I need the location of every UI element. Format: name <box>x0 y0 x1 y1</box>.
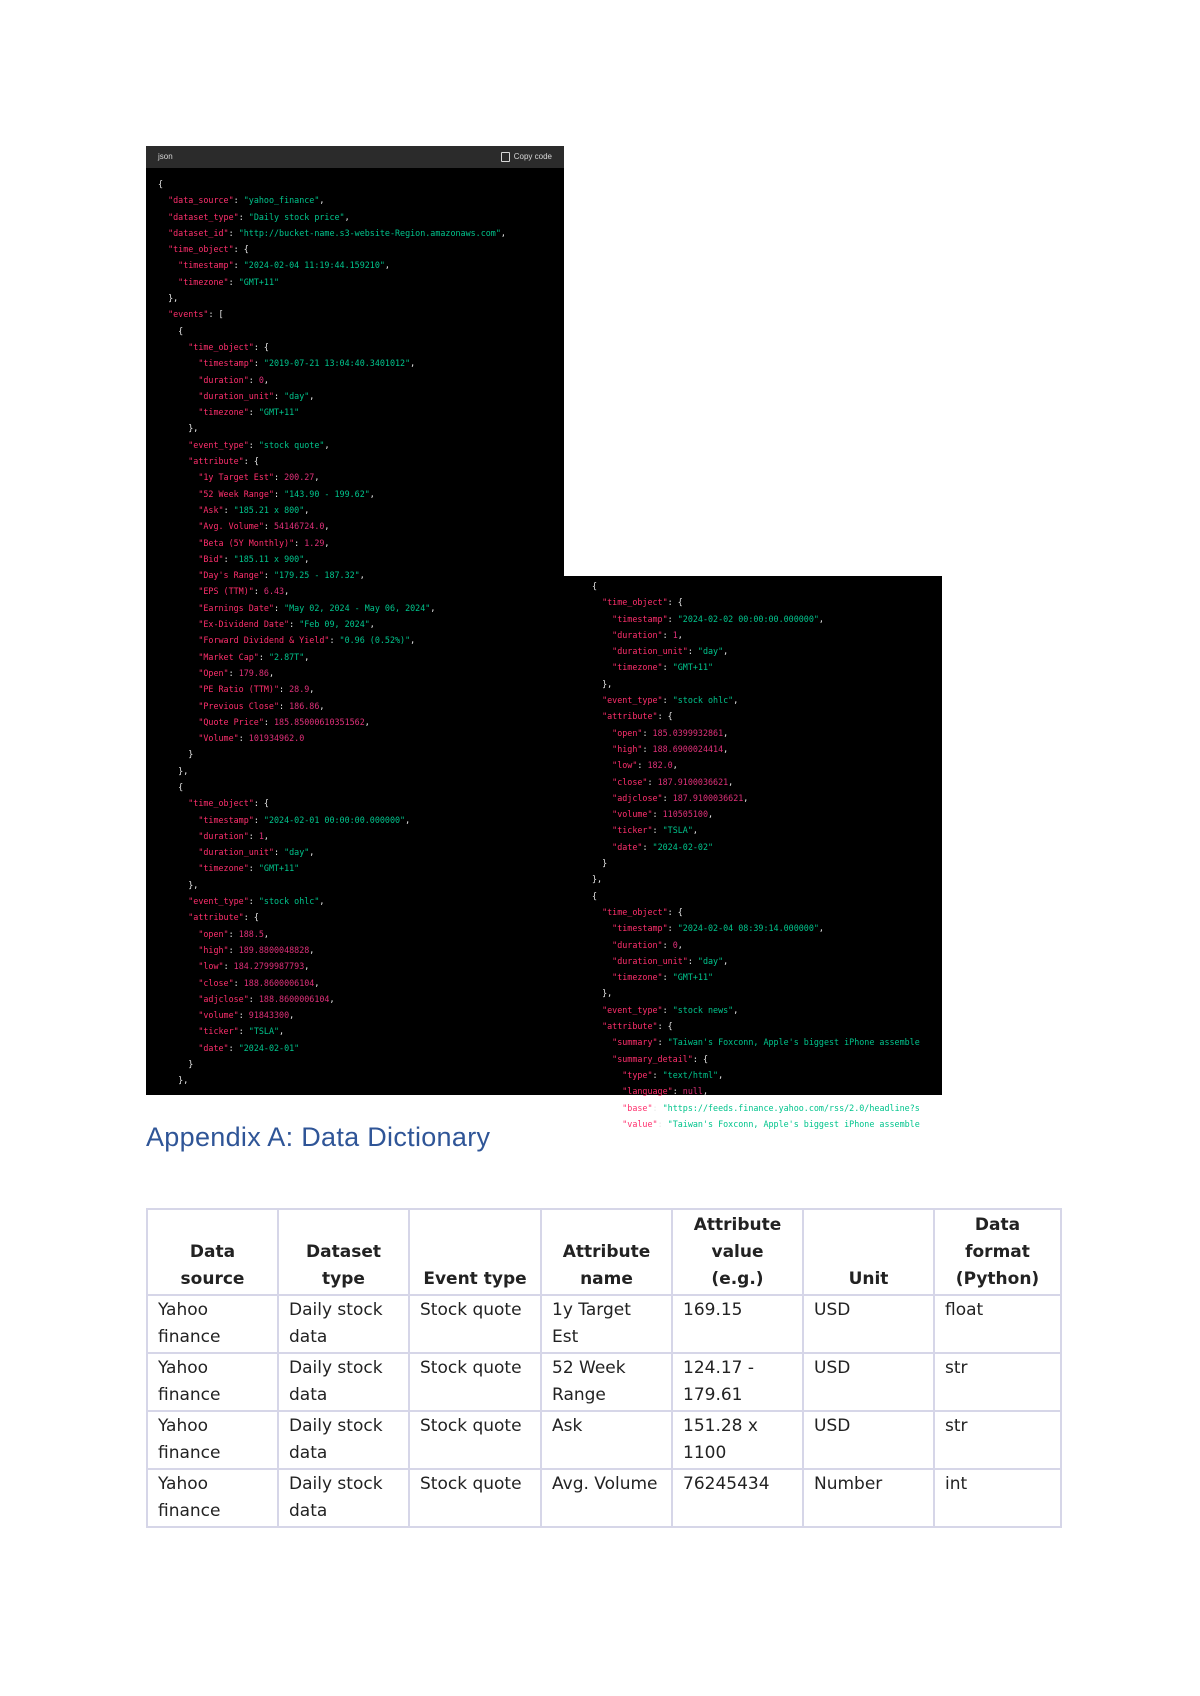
code-line: "time_object": { <box>602 906 683 917</box>
table-cell: Daily stock data <box>278 1469 409 1527</box>
code-line: "duration": 0, <box>612 939 683 950</box>
table-cell: Stock quote <box>409 1411 541 1469</box>
code-line: "duration_unit": "day", <box>198 847 315 858</box>
table-cell: Number <box>803 1469 934 1527</box>
table-cell: Stock quote <box>409 1469 541 1527</box>
code-line: "time_object": { <box>168 244 249 255</box>
appendix-title: Appendix A: Data Dictionary <box>146 1122 491 1152</box>
code-line: }, <box>592 988 613 999</box>
code-line: "open": 188.5, <box>198 928 269 939</box>
code-line: { <box>158 781 184 792</box>
code-line: { <box>158 179 164 189</box>
code-line: "Open": 179.86, <box>198 667 275 678</box>
header-event-type: Event type <box>409 1209 541 1295</box>
code-line: "date": "2024-02-01" <box>198 1042 300 1053</box>
table-cell: str <box>934 1411 1061 1469</box>
table-cell: Yahoo finance <box>147 1469 278 1527</box>
table-cell: Yahoo finance <box>147 1411 278 1469</box>
table-cell: Stock quote <box>409 1353 541 1411</box>
code-line: "event_type": "stock ohlc", <box>602 695 739 706</box>
code-line: }, <box>158 765 189 776</box>
code-line: "Earnings Date": "May 02, 2024 - May 06, 2024", <box>198 602 436 613</box>
table-cell: USD <box>803 1411 934 1469</box>
code-line: "52 Week Range": "143.90 - 199.62", <box>198 488 375 499</box>
code-line: "low": 182.0, <box>612 760 678 771</box>
header-data-source: Data source <box>147 1209 278 1295</box>
table-cell: USD <box>803 1353 934 1411</box>
copy-code-label: Copy code <box>513 151 552 161</box>
code-line: "volume": 110505100, <box>612 809 714 820</box>
code-line: } <box>592 858 608 869</box>
code-line: }, <box>158 293 179 304</box>
code-line: "low": 184.2799987793, <box>198 961 310 972</box>
code-line: "dataset_id": "http://bucket-name.s3-website-Region.amazonaws.com", <box>168 227 506 238</box>
code-line: "data_source": "yahoo_finance", <box>168 195 325 206</box>
code-line: "Day's Range": "179.25 - 187.32", <box>198 570 365 581</box>
code-line: }, <box>592 678 613 689</box>
copy-code-button[interactable] <box>501 149 552 165</box>
table-header-row <box>147 1209 1061 1295</box>
code-line: "language": null, <box>622 1086 708 1097</box>
table-row <box>147 1469 1061 1527</box>
code-line: "timestamp": "2024-02-04 08:39:14.000000", <box>612 923 824 934</box>
table-cell: Ask <box>541 1411 672 1469</box>
copy-icon <box>501 152 510 162</box>
code-line: "duration": 0, <box>198 374 269 385</box>
table-cell: str <box>934 1353 1061 1411</box>
code-line: "Market Cap": "2.87T", <box>198 651 310 662</box>
code-block-left <box>146 146 564 1095</box>
code-line: "high": 188.6900024414, <box>612 743 729 754</box>
code-line: }, <box>158 1075 189 1086</box>
code-line: "dataset_type": "Daily stock price", <box>168 211 350 222</box>
code-line: "timestamp": "2024-02-02 00:00:00.000000", <box>612 613 824 624</box>
code-line: "time_object": { <box>602 597 683 608</box>
code-line: "timestamp": "2019-07-21 13:04:40.3401012", <box>198 358 416 369</box>
code-line: "date": "2024-02-02" <box>612 841 714 852</box>
code-line: "ticker": "TSLA", <box>612 825 698 836</box>
table-cell: 1y Target Est <box>541 1295 672 1353</box>
code-line: "duration": 1, <box>198 830 269 841</box>
table-row <box>147 1295 1061 1353</box>
code-body-right <box>564 576 942 1132</box>
code-line: "time_object": { <box>188 341 269 352</box>
code-line: "volume": 91843300, <box>198 1010 295 1021</box>
code-line: "ticker": "TSLA", <box>198 1026 285 1037</box>
code-line: { <box>592 890 598 901</box>
code-line: "type": "text/html", <box>622 1069 724 1080</box>
table-cell: USD <box>803 1295 934 1353</box>
table-cell: 169.15 <box>672 1295 803 1353</box>
code-line: "duration_unit": "day", <box>612 955 729 966</box>
code-line: "timezone": "GMT+11" <box>612 972 714 983</box>
code-line: "timezone": "GMT+11" <box>198 863 300 874</box>
code-line: }, <box>592 874 603 885</box>
code-line: "Previous Close": 186.86, <box>198 700 325 711</box>
code-line: "adjclose": 187.9100036621, <box>612 792 749 803</box>
header-unit: Unit <box>803 1209 934 1295</box>
code-block-right <box>564 576 942 1129</box>
table-cell: 151.28 x 1100 <box>672 1411 803 1469</box>
table-cell: 124.17 - 179.61 <box>672 1353 803 1411</box>
table-cell: Stock quote <box>409 1295 541 1353</box>
code-line: "Forward Dividend & Yield": "0.96 (0.52%)", <box>198 635 416 646</box>
code-line: }, <box>158 879 199 890</box>
code-block-header <box>146 146 564 168</box>
code-line: "event_type": "stock news", <box>602 1004 739 1015</box>
code-line: "adjclose": 188.8600006104, <box>198 993 335 1004</box>
code-line: "attribute": { <box>188 456 259 467</box>
code-line: "1y Target Est": 200.27, <box>198 472 320 483</box>
code-line: "summary_detail": { <box>612 1053 708 1064</box>
code-line: { <box>158 325 184 336</box>
table-row <box>147 1411 1061 1469</box>
table-cell: Avg. Volume <box>541 1469 672 1527</box>
code-line: "Volume": 101934962.0 <box>198 733 305 744</box>
code-line: { <box>592 581 598 591</box>
code-line: "close": 187.9100036621, <box>612 776 734 787</box>
code-line: "Bid": "185.11 x 900", <box>198 553 310 564</box>
table-row <box>147 1353 1061 1411</box>
code-line: "Avg. Volume": 54146724.0, <box>198 521 330 532</box>
code-line: "duration_unit": "day", <box>612 646 729 657</box>
table-cell: float <box>934 1295 1061 1353</box>
code-line: "duration_unit": "day", <box>198 390 315 401</box>
code-line: } <box>158 1059 194 1070</box>
code-line: "event_type": "stock quote", <box>188 439 330 450</box>
code-line: "events": [ <box>168 309 224 320</box>
code-line: "base": "https://feeds.finance.yahoo.com/rss/2.0/headline?s <box>622 1102 920 1113</box>
header-attribute-name: Attribute name <box>541 1209 672 1295</box>
code-line: "Beta (5Y Monthly)": 1.29, <box>198 537 330 548</box>
data-dictionary-table <box>146 1208 1062 1528</box>
code-body-left <box>146 168 564 1089</box>
code-line: "summary": "Taiwan's Foxconn, Apple's biggest iPhone assemble <box>612 1037 920 1048</box>
code-line: "event_type": "stock ohlc", <box>188 896 325 907</box>
code-line: "attribute": { <box>188 912 259 923</box>
code-line: "Quote Price": 185.85000610351562, <box>198 716 370 727</box>
code-line: "attribute": { <box>602 1021 673 1032</box>
code-line: "Ask": "185.21 x 800", <box>198 504 310 515</box>
table-cell: Daily stock data <box>278 1295 409 1353</box>
header-attribute-value: Attribute value (e.g.) <box>672 1209 803 1295</box>
code-line: "Ex-Dividend Date": "Feb 09, 2024", <box>198 619 375 630</box>
code-line: } <box>158 749 194 760</box>
code-line: "high": 189.8800048828, <box>198 944 315 955</box>
code-line: "timestamp": "2024-02-01 00:00:00.000000", <box>198 814 411 825</box>
table-cell: Daily stock data <box>278 1411 409 1469</box>
code-line: "PE Ratio (TTM)": 28.9, <box>198 684 315 695</box>
code-line: "open": 185.0399932861, <box>612 727 729 738</box>
code-line: "value": "Taiwan's Foxconn, Apple's biggest iPhone assemble <box>622 1118 920 1129</box>
table-cell: Yahoo finance <box>147 1295 278 1353</box>
table-cell: 76245434 <box>672 1469 803 1527</box>
code-line: "EPS (TTM)": 6.43, <box>198 586 290 597</box>
code-line: "duration": 1, <box>612 629 683 640</box>
header-data-format: Data format (Python) <box>934 1209 1061 1295</box>
code-line: "close": 188.8600006104, <box>198 977 320 988</box>
code-line: "timezone": "GMT+11" <box>612 662 714 673</box>
code-line: }, <box>158 423 199 434</box>
table-cell: Daily stock data <box>278 1353 409 1411</box>
code-line: "attribute": { <box>602 711 673 722</box>
code-line: "timezone": "GMT+11" <box>178 276 280 287</box>
code-line: "time_object": { <box>188 798 269 809</box>
code-line: "timestamp": "2024-02-04 11:19:44.159210", <box>178 260 390 271</box>
code-line: "timezone": "GMT+11" <box>198 407 300 418</box>
code-language-label: json <box>158 151 173 161</box>
table-cell: 52 Week Range <box>541 1353 672 1411</box>
table-cell: int <box>934 1469 1061 1527</box>
table-cell: Yahoo finance <box>147 1353 278 1411</box>
header-dataset-type: Dataset type <box>278 1209 409 1295</box>
